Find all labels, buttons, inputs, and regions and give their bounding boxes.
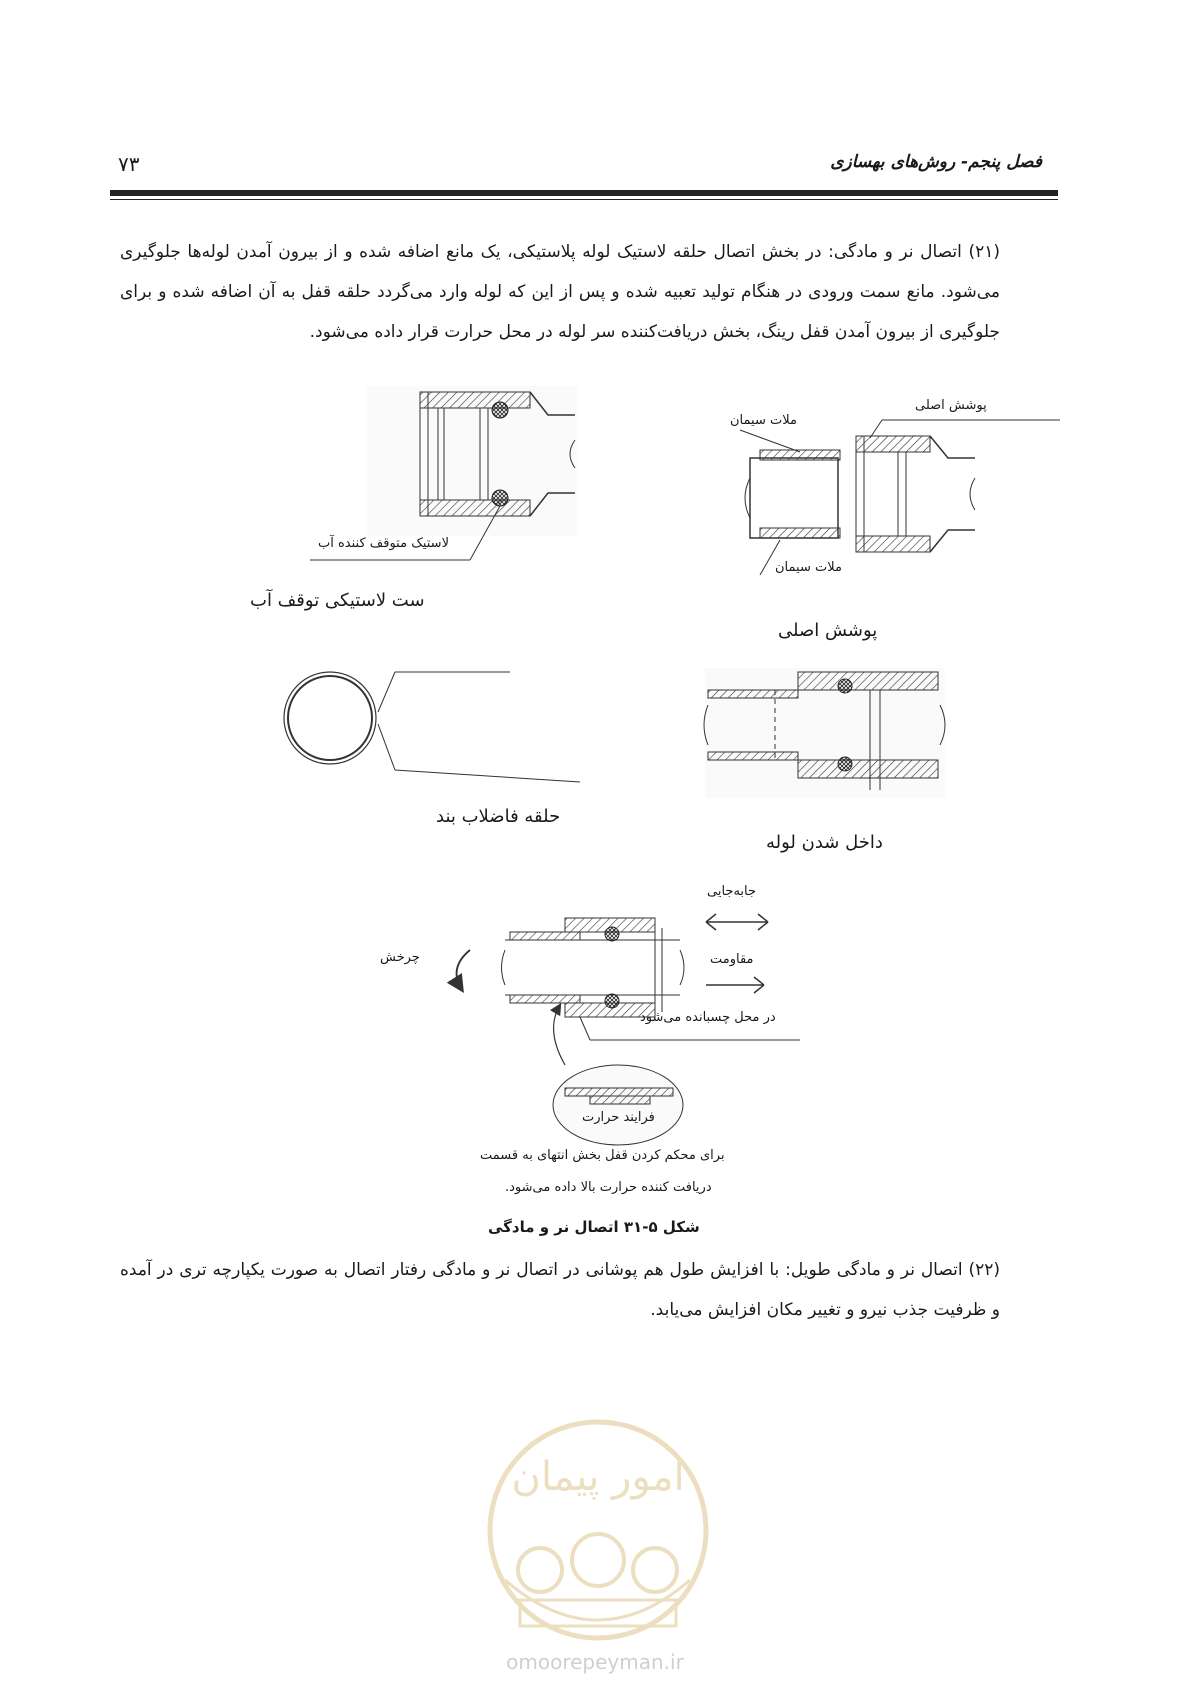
label-glued: در محل چسبانده می‌شود [640,1010,776,1025]
watermark-url: omoorepeyman.ir [506,1650,684,1674]
ring-drawing [284,672,580,782]
paragraph-21: (۲۱) اتصال نر و مادگی: در بخش اتصال حلقه لاستیک لوله پلاستیکی، یک مانع اضافه شده و از بیرون آمدن لوله‌ها جلوگیری می‌شود. مانع سمت ورودی در هنگام تولید تعبیه شده و پس از این که لوله وارد می‌گردد حلقه قفل به آن اضافه شده و برای جلوگیری از بیرون آمدن قفل رینگ، بخش دریافت‌کننده سر لوله در محل حرارت قرار داده می‌شود. [120,242,1000,342]
label-mortar-bottom: ملات سیمان [775,560,842,575]
label-displacement: جابه‌جایی [707,884,757,899]
note-line-2: دریافت کننده حرارت بالا داده می‌شود. [505,1180,712,1195]
main-cover-drawing [740,420,1060,575]
rubber-set-drawing [310,386,577,560]
chapter-title: فصل پنجم- روش‌های بهسازی [830,152,1042,172]
caption-main-cover: پوشش اصلی [778,620,878,641]
watermark-seal [490,1422,706,1638]
pipe-insertion-drawing [704,668,945,798]
note-line-1: برای محکم کردن قفل بخش انتهای به قسمت [480,1148,725,1163]
watermark-text: امور پیمان [511,1454,685,1500]
page-number: ۷۳ [118,152,140,176]
paragraph-22: (۲۲) اتصال نر و مادگی طویل: با افزایش طول هم پوشانی در اتصال نر و مادگی رفتار اتصال به صورت یکپارچه تری در آمده و ظرفیت جذب نیرو و تغییر مکان افزایش می‌یابد. [120,1260,1000,1320]
caption-ring: حلقه فاضلاب بند [436,806,561,827]
label-resistance: مقاومت [710,952,754,967]
label-cover: پوشش اصلی [915,398,987,413]
caption-pipe-insertion: داخل شدن لوله [766,832,883,853]
label-rotation: چرخش [380,950,420,965]
caption-rubber-set: ست لاستیکی توقف آب [250,590,425,611]
label-rubber: لاستیک متوقف کننده آب [318,536,449,551]
label-heat-process: فرایند حرارت [582,1110,655,1125]
figure-caption: شکل ۵-۳۱ اتصال نر و مادگی [488,1218,700,1236]
label-mortar-top: ملات سیمان [730,413,797,428]
